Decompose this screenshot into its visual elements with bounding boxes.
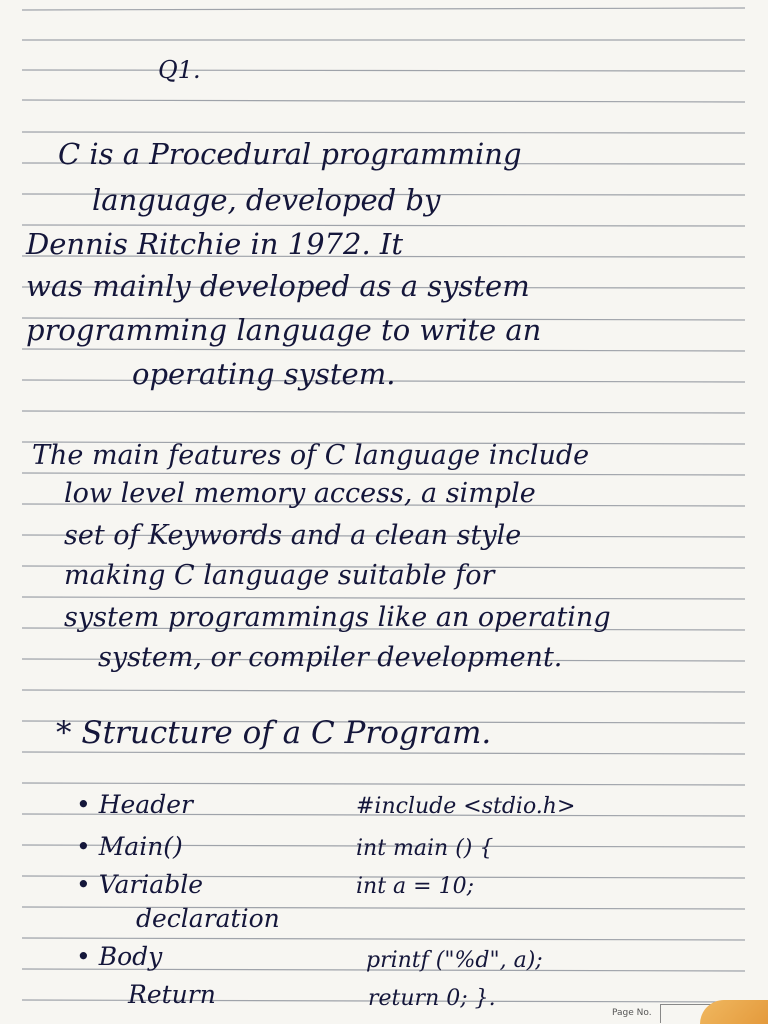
intro-line: Dennis Ritchie in 1972. It <box>26 227 403 261</box>
structure-part: declaration <box>136 904 280 933</box>
structure-code: printf ("%d", a); <box>366 948 543 973</box>
features-line: set of Keywords and a clean style <box>64 520 522 551</box>
intro-line: was mainly developed as a system <box>26 269 530 303</box>
structure-code: return 0; }. <box>368 986 496 1011</box>
intro-line: C is a Procedural programming <box>58 137 522 171</box>
features-line: system programmings like an operating <box>64 602 611 633</box>
structure-part: Return <box>128 980 216 1009</box>
features-line: The main features of C language include <box>32 440 590 471</box>
structure-part: • Body <box>76 942 163 971</box>
structure-part: • Header <box>76 790 193 819</box>
structure-code: int main () { <box>356 836 494 861</box>
background-object <box>700 1000 768 1024</box>
question-label: Q1. <box>158 56 201 84</box>
intro-line: language, developed by <box>92 183 441 217</box>
features-line: system, or compiler development. <box>98 642 563 673</box>
structure-code: int a = 10; <box>356 874 474 899</box>
page-number-label: Page No. <box>612 1008 652 1018</box>
structure-code: #include <stdio.h> <box>356 794 576 819</box>
features-line: low level memory access, a simple <box>64 478 536 509</box>
structure-part: • Main() <box>76 832 183 861</box>
structure-heading: * Structure of a C Program. <box>56 715 492 751</box>
features-line: making C language suitable for <box>64 560 495 591</box>
structure-part: • Variable <box>76 870 204 899</box>
intro-line: operating system. <box>132 357 396 391</box>
intro-line: programming language to write an <box>26 313 542 347</box>
